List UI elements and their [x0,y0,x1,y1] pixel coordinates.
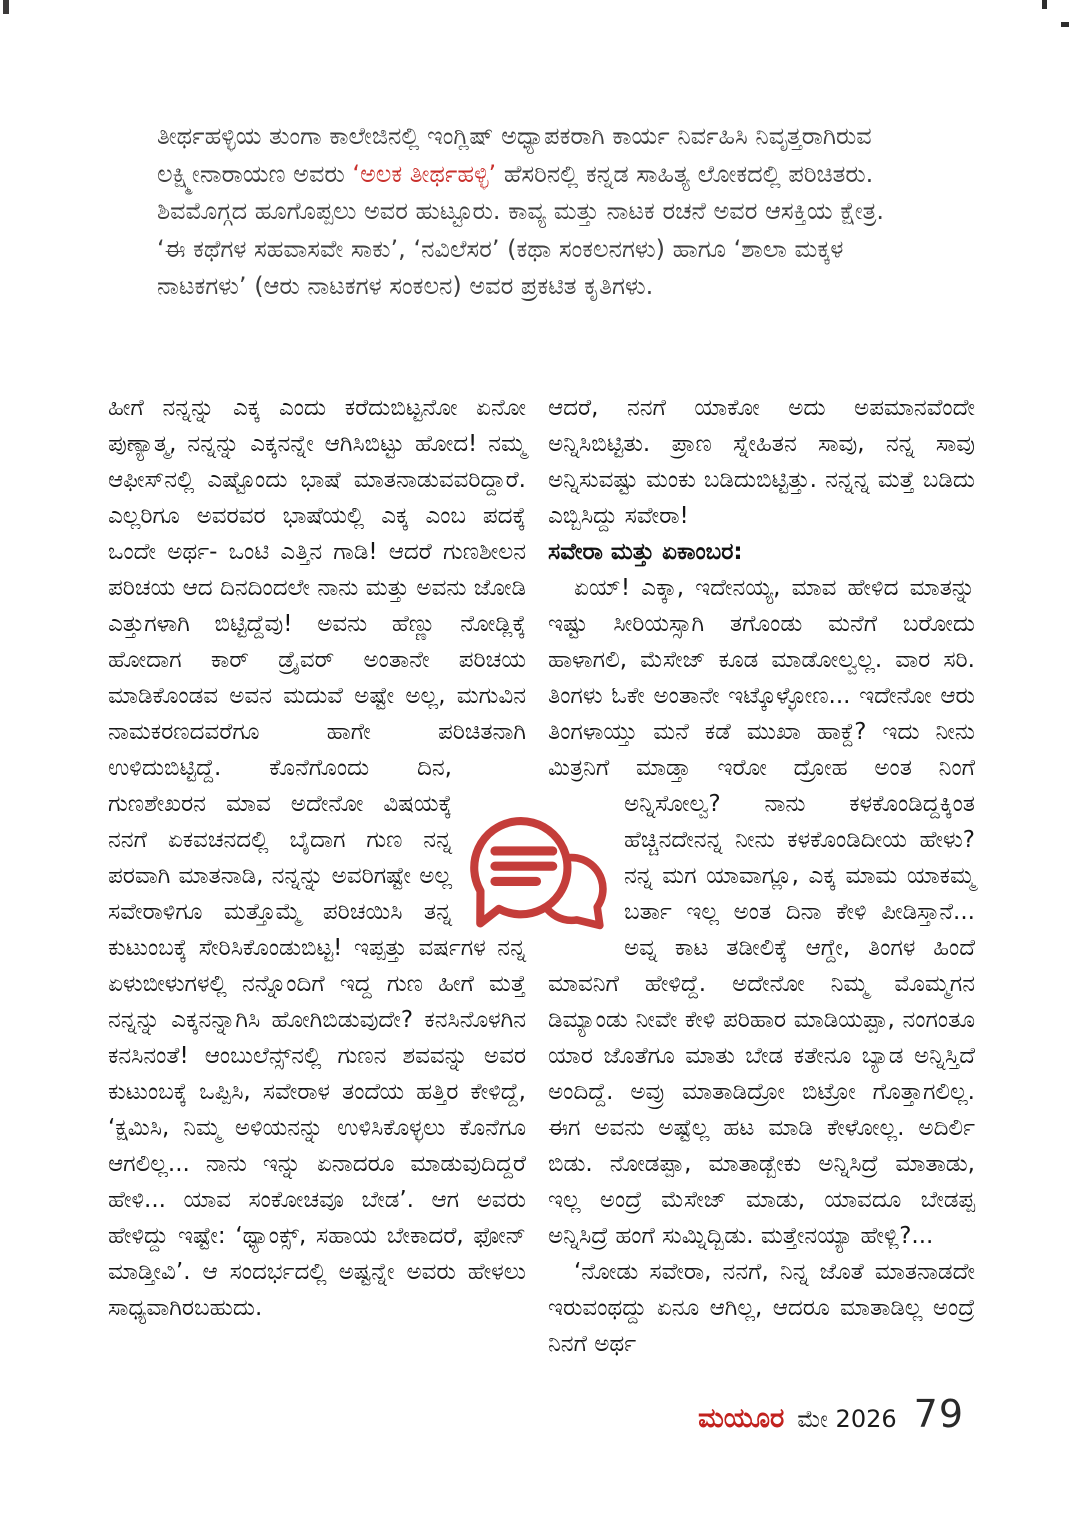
speech-bubbles-icon [460,814,612,966]
registration-mark-top-center [1042,0,1047,9]
registration-mark-top-right [1061,22,1069,27]
right-column-paragraph-2 [548,570,975,1254]
left-column-text-2: ದಿನ, ಗುಣಶೇಖರನ ಮಾವ ಅದೇನೋ ವಿಷಯಕ್ಕೆ ನನಗೆ ಏಕವಚನದಲ್ಲಿ ಬೈದಾಗ ಗುಣ ನನ್ನ ಪರವಾಗಿ ಮಾತನಾಡಿ, ನನ್ನನ್ನು ಅವರಿಗಷ್ಟೇ ಅಲ್ಲ ಸವೇರಾಳಿಗೂ ಮತ್ತೊಮ್ಮೆ ಪರಿಚಯಿಸಿ ತನ್ನ ಕುಟುಂಬಕ್ಕೆ ಸೇರಿಸಿಕೊಂಡುಬಿಟ್ಟ! ಇಪ್ಪತ್ತು ವರ್ಷಗಳ ನನ್ನ ಏಳುಬೀಳುಗಳಲ್ಲಿ ನನ್ನೊಂದಿಗೆ ಇದ್ದ ಗುಣ ಹೀಗೆ ಮತ್ತೆ ನನ್ನನ್ನು ಎಕ್ಕನನ್ನಾಗಿಸಿ ಹೋಗಿಬಿಡುವುದೇ? ಕನಸಿನೊಳಗಿನ ಕನಸಿನಂತೆ! ಆಂಬುಲೆನ್ಸ್‌ನಲ್ಲಿ ಗುಣನ ಶವವನ್ನು ಅವರ ಕುಟುಂಬಕ್ಕೆ ಒಪ್ಪಿಸಿ, ಸವೇರಾಳ ತಂದೆಯ ಹತ್ತಿರ ಕೇಳಿದ್ದೆ, ‘ಕ್ಷಮಿಸಿ, ನಿಮ್ಮ ಅಳಿಯನನ್ನು ಉಳಿಸಿಕೊಳ್ಳಲು ಕೊನೆಗೂ ಆಗಲಿಲ್ಲ... ನಾನು ಇನ್ನು ಏನಾದರೂ ಮಾಡುವುದಿದ್ದರೆ ಹೇಳಿ... ಯಾವ ಸಂಕೋಚವೂ ಬೇಡ’. ಆಗ ಅವರು ಹೇಳಿದ್ದು ಇಷ್ಟೇ: ‘ಥ್ಯಾಂಕ್ಸ್, ಸಹಾಯ ಬೇಕಾದರೆ, ಫೋನ್ ಮಾಡ್ತೀವಿ’. ಆ ಸಂದರ್ಭದಲ್ಲಿ ಅಷ್ಟನ್ನೇ ಅವರು ಹೇಳಲು ಸಾಧ್ಯವಾಗಿರಬಹುದು. [108,755,526,1321]
page-footer [698,1392,964,1436]
article-right-column [548,390,975,1362]
page-number: 79 [913,1392,964,1436]
intro-text-before: ತೀರ್ಥಹಳ್ಳಿಯ ತುಂಗಾ ಕಾಲೇಜಿನಲ್ಲಿ ಇಂಗ್ಲಿಷ್ ಅಧ್ಯಾಪಕರಾಗಿ ಕಾರ್ಯ ನಿರ್ವಹಿಸಿ ನಿವೃತ್ತರಾಗಿರುವ ಲಕ್ಷ್ಮೀನಾರಾಯಣ ಅವರು [157,122,872,188]
right-column-text-1: ಏಯ್! ಎಕ್ಕಾ, ಇದೇನಯ್ಯ, ಮಾವ ಹೇಳಿದ ಮಾತನ್ನು ಇಷ್ಟು ಸೀರಿಯಸ್ಸಾಗಿ ತಗೊಂಡು ಮನೆಗೆ ಬರೋದು ಹಾಳಾಗಲಿ, ಮೆಸೇಜ್ ಕೂಡ ಮಾಡೋಲ್ವಲ್ಲ. ವಾರ ಸರಿ. ತಿಂಗಳು ಓಕೇ ಅಂತಾನೇ ಇಟ್ಕೊಳ್ಳೋಣ... ಇದೇನೋ ಆರು ತಿಂಗಳಾಯ್ತು ಮನೆ ಕಡೆ ಮುಖಾ ಹಾಕ್ದೆ? ಇದು ನೀನು ಮಿತ್ರನಿಗೆ ಮಾಡ್ತಾ ಇರೋ ದ್ರೋಹ ಅಂತ ನಿಂಗೆ ಅನ್ನಿಸೋಲ್ವ? [548,575,975,817]
issue-month-year: ಮೇ 2026 [797,1405,897,1433]
intro-highlighted-pen-name: ‘ಅಲಕ ತೀರ್ಥಹಳ್ಳಿ’ [352,159,497,188]
magazine-name: ಮಯೂರ [698,1403,785,1434]
registration-mark-top-left [3,0,9,14]
left-column-text-1: ಹೀಗೆ ನನ್ನನ್ನು ಎಕ್ಕ ಎಂದು ಕರೆದುಬಿಟ್ಟನೋ ಏನೋ ಪುಣ್ಯಾತ್ಮ, ನನ್ನನ್ನು ಎಕ್ಕನನ್ನೇ ಆಗಿಸಿಬಿಟ್ಟು ಹೋದ! ನಮ್ಮ ಆಫೀಸ್‌ನಲ್ಲಿ ಎಷ್ಟೊಂದು ಭಾಷೆ ಮಾತನಾಡುವವರಿದ್ದಾರೆ. ಎಲ್ಲರಿಗೂ ಅವರವರ ಭಾಷೆಯಲ್ಲಿ ಎಕ್ಕ ಎಂಬ ಪದಕ್ಕೆ ಒಂದೇ ಅರ್ಥ- ಒಂಟಿ ಎತ್ತಿನ ಗಾಡಿ! ಆದರೆ ಗುಣಶೀಲನ ಪರಿಚಯ ಆದ ದಿನದಿಂದಲೇ ನಾನು ಮತ್ತು ಅವನು ಜೋಡಿ ಎತ್ತುಗಳಾಗಿ ಬಿಟ್ಟಿದ್ದೆವು! ಅವನು ಹೆಣ್ಣು ನೋಡ್ಲಿಕ್ಕೆ ಹೋದಾಗ ಕಾರ್ ಡ್ರೈವರ್ ಅಂತಾನೇ ಪರಿಚಯ ಮಾಡಿಕೊಂಡವ ಅವನ ಮದುವೆ ಅಷ್ಟೇ ಅಲ್ಲ, ಮಗುವಿನ ನಾಮಕರಣದವರೆಗೂ ಹಾಗೇ ಪರಿಚಿತನಾಗಿ ಉಳಿದುಬಿಟ್ಟಿದ್ದೆ. ಕೊನೆಗೊಂದು [108,395,526,781]
intro-text-after: ಹೆಸರಿನಲ್ಲಿ ಕನ್ನಡ ಸಾಹಿತ್ಯ ಲೋಕದಲ್ಲಿ ಪರಿಚಿತರು. ಶಿವಮೊಗ್ಗದ ಹೂಗೊಪ್ಪಲು ಅವರ ಹುಟ್ಟೂರು. ಕಾವ್ಯ ಮತ್ತು ನಾಟಕ ರಚನೆ ಅವರ ಆಸಕ್ತಿಯ ಕ್ಷೇತ್ರ. ‘ಈ ಕಥೆಗಳ ಸಹವಾಸವೇ ಸಾಕು’, ‘ನವಿಲೆಸರ’ (ಕಥಾ ಸಂಕಲನಗಳು) ಹಾಗೂ ‘ಶಾಲಾ ಮಕ್ಕಳ ನಾಟಕಗಳು’ (ಆರು ನಾಟಕಗಳ ಸಂಕಲನ) ಅವರ ಪ್ರಕಟಿತ ಕೃತಿಗಳು. [157,159,884,300]
author-intro-paragraph [157,118,907,306]
right-column-paragraph-1: ಆದರೆ, ನನಗೆ ಯಾಕೋ ಅದು ಅಪಮಾನವೆಂದೇ ಅನ್ನಿಸಿಬಿಟ್ಟಿತು. ಪ್ರಾಣ ಸ್ನೇಹಿತನ ಸಾವು, ನನ್ನ ಸಾವು ಅನ್ನಿಸುವಷ್ಟು ಮಂಕು ಬಡಿದುಬಿಟ್ಟಿತ್ತು. ನನ್ನನ್ನ ಮತ್ತೆ ಬಡಿದು ಎಬ್ಬಿಸಿದ್ದು ಸವೇರಾ! [548,395,975,529]
right-column-paragraph-3: ‘ನೋಡು ಸವೇರಾ, ನನಗೆ, ನಿನ್ನ ಜೊತೆ ಮಾತನಾಡದೇ ಇರುವಂಥದ್ದು ಏನೂ ಆಗಿಲ್ಲ, ಆದರೂ ಮಾತಾಡಿಲ್ಲ ಅಂದ್ರೆ ನಿನಗೆ ಅರ್ಥ [548,1259,975,1357]
section-subheading: ಸವೇರಾ ಮತ್ತು ಏಕಾಂಬರ: [548,539,743,565]
right-column-text-2: ನಾನು ಕಳಕೊಂಡಿದ್ದಕ್ಕಿಂತ ಹೆಚ್ಚಿನದೇನನ್ನ ನೀನು ಕಳಕೊಂಡಿದೀಯ ಹೇಳು? ನನ್ನ ಮಗ ಯಾವಾಗ್ಲೂ, ಎಕ್ಕ ಮಾಮ ಯಾಕಮ್ಮ ಬರ್ತಾ ಇಲ್ಲ ಅಂತ ದಿನಾ ಕೇಳಿ ಪೀಡಿಸ್ತಾನೆ... ಅವ್ನ ಕಾಟ ತಡೀಲಿಕ್ಕೆ ಆಗ್ದೇ, ತಿಂಗಳ ಹಿಂದೆ ಮಾವನಿಗೆ ಹೇಳಿದ್ದೆ. ಅದೇನೋ ನಿಮ್ಮ ಮೊಮ್ಮಗನ ಡಿಮ್ಯಾಂಡು ನೀವೇ ಕೇಳಿ ಪರಿಹಾರ ಮಾಡಿಯಪ್ಪಾ, ನಂಗಂತೂ ಯಾರ ಜೊತೆಗೂ ಮಾತು ಬೇಡ ಕತೇನೂ ಬ್ಯಾಡ ಅನ್ನಿಸ್ತಿದೆ ಅಂದಿದ್ದೆ. ಅವ್ರು ಮಾತಾಡಿದ್ರೋ ಬಿಟ್ರೋ ಗೊತ್ತಾಗಲಿಲ್ಲ. ಈಗ ಅವನು ಅಷ್ಟೆಲ್ಲ ಹಟ ಮಾಡಿ ಕೇಳೋಲ್ಲ. ಅದಿರ್ಲಿ ಬಿಡು. ನೋಡಪ್ಪಾ, ಮಾತಾಡ್ಬೇಕು ಅನ್ನಿಸಿದ್ರೆ ಮಾತಾಡು, ಇಲ್ಲ ಅಂದ್ರೆ ಮೆಸೇಜ್ ಮಾಡು, ಯಾವದೂ ಬೇಡಪ್ಪ ಅನ್ನಿಸಿದ್ರೆ ಹಂಗೆ ಸುಮ್ನಿದ್ಬಿಡು. ಮತ್ತೇನಯ್ಯಾ ಹೇಳ್ಲಿ?... [548,791,975,1249]
